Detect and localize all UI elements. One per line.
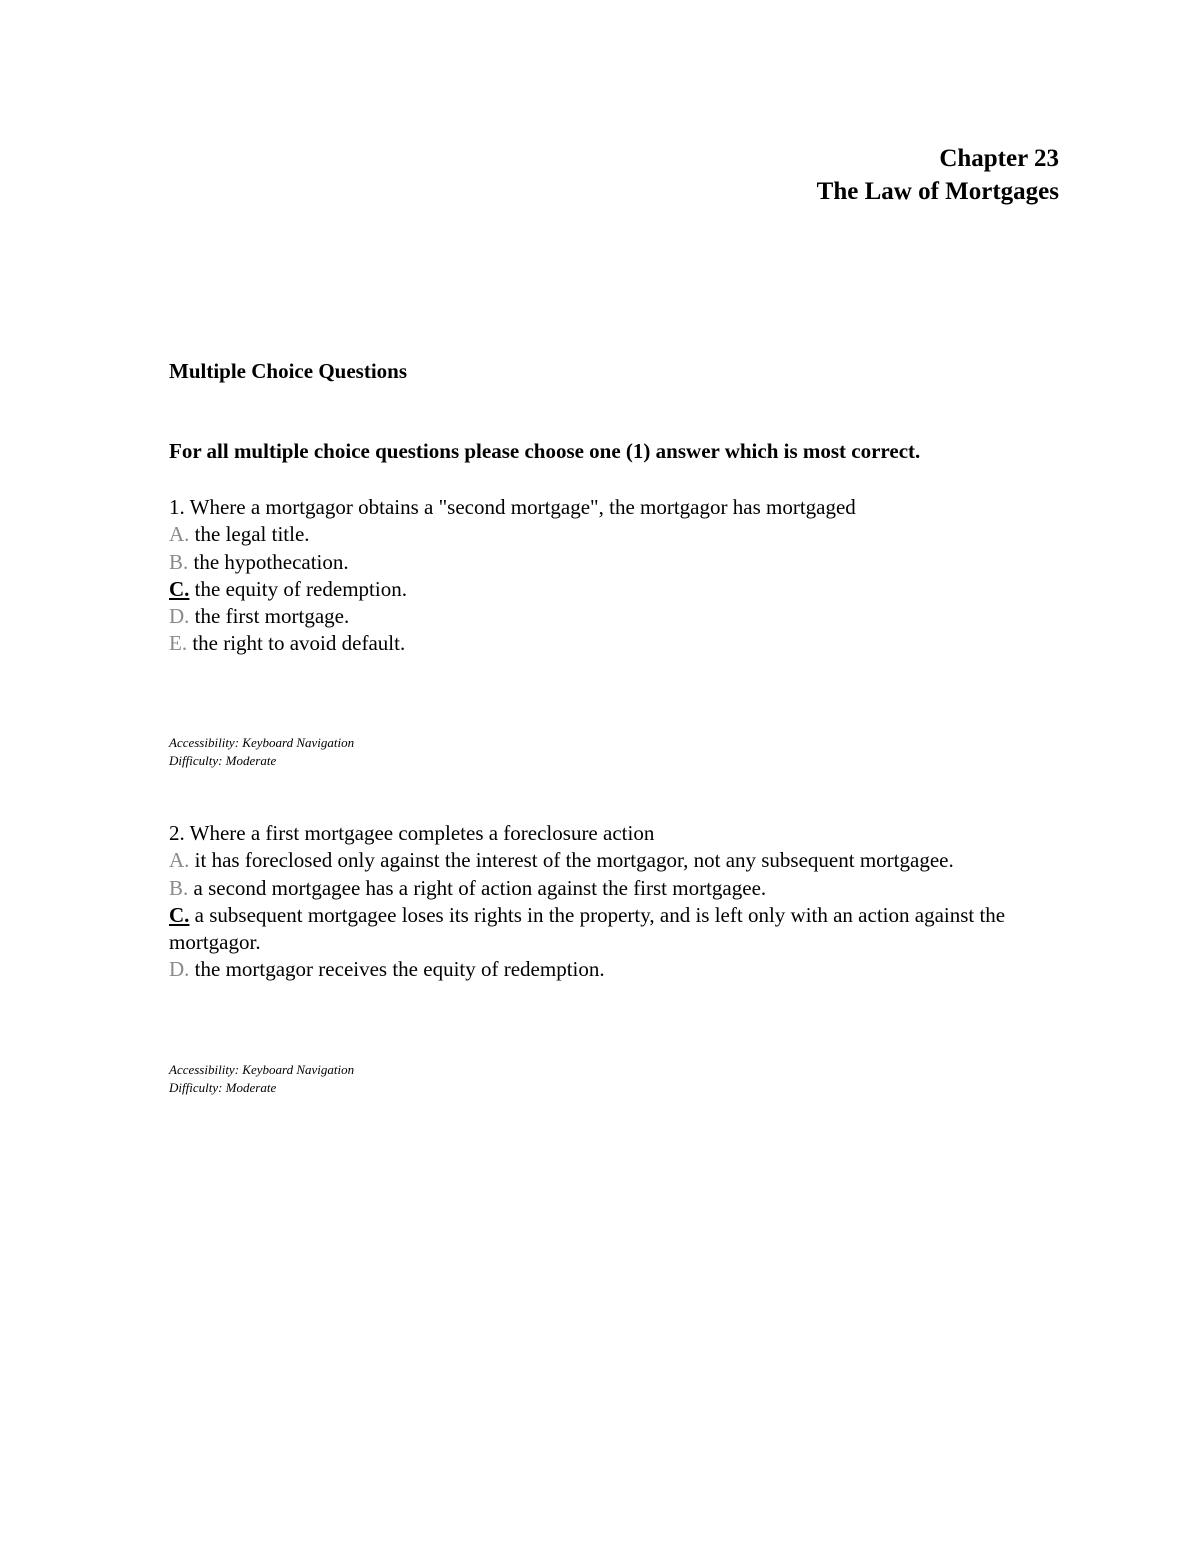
option-letter: E. [169,631,188,656]
option-text: the hypothecation. [188,549,349,574]
option-letter: A. [169,848,190,873]
question-2 [169,820,1069,984]
chapter-number: Chapter 23 [939,145,1059,172]
option-text: a subsequent mortgagee loses its rights in the property, and is left only with an action against the mortgagor. [169,902,1006,955]
option-text: the legal title. [189,522,310,547]
option-text: the right to avoid default. [187,631,406,656]
option-letter: D. [169,957,190,982]
section-heading: Multiple Choice Questions [169,359,408,383]
option-letter: B. [169,549,189,574]
option-b [169,549,1069,576]
option-letter: A. [169,522,190,547]
accessibility-note: Accessibility: Keyboard Navigation [169,735,355,750]
difficulty-note: Difficulty: Moderate [169,753,277,768]
question-stem: 1. Where a mortgagor obtains a "second mortgage", the mortgagor has mortgaged [169,495,856,519]
option-a [169,847,1069,874]
option-text: the equity of redemption. [189,576,407,601]
instructions: For all multiple choice questions please choose one (1) answer which is most correct. [169,439,921,463]
question-stem: 2. Where a first mortgagee completes a foreclosure action [169,821,655,845]
option-text: the first mortgage. [189,604,350,629]
question-2-meta [169,1061,354,1097]
option-e [169,630,1069,657]
option-letter: D. [169,604,190,629]
option-text: a second mortgagee has a right of action against the first mortgagee. [188,875,767,900]
difficulty-note: Difficulty: Moderate [169,1080,277,1095]
accessibility-note: Accessibility: Keyboard Navigation [169,1062,355,1077]
option-a [169,521,1069,548]
option-c-correct [169,576,1069,603]
option-d [169,956,1069,983]
chapter-title: The Law of Mortgages [816,178,1059,205]
option-text: the mortgagor receives the equity of redemption. [189,957,605,982]
option-text: it has foreclosed only against the interest of the mortgagor, not any subsequent mortgagee. [189,848,954,873]
question-1-meta [169,734,354,770]
correct-option-letter: C. [169,902,190,927]
chapter-header [817,142,1059,208]
option-letter: B. [169,875,189,900]
correct-option-letter: C. [169,576,190,601]
option-c-correct [169,902,1069,957]
option-d [169,603,1069,630]
option-b [169,875,1069,902]
question-1 [169,494,1069,658]
